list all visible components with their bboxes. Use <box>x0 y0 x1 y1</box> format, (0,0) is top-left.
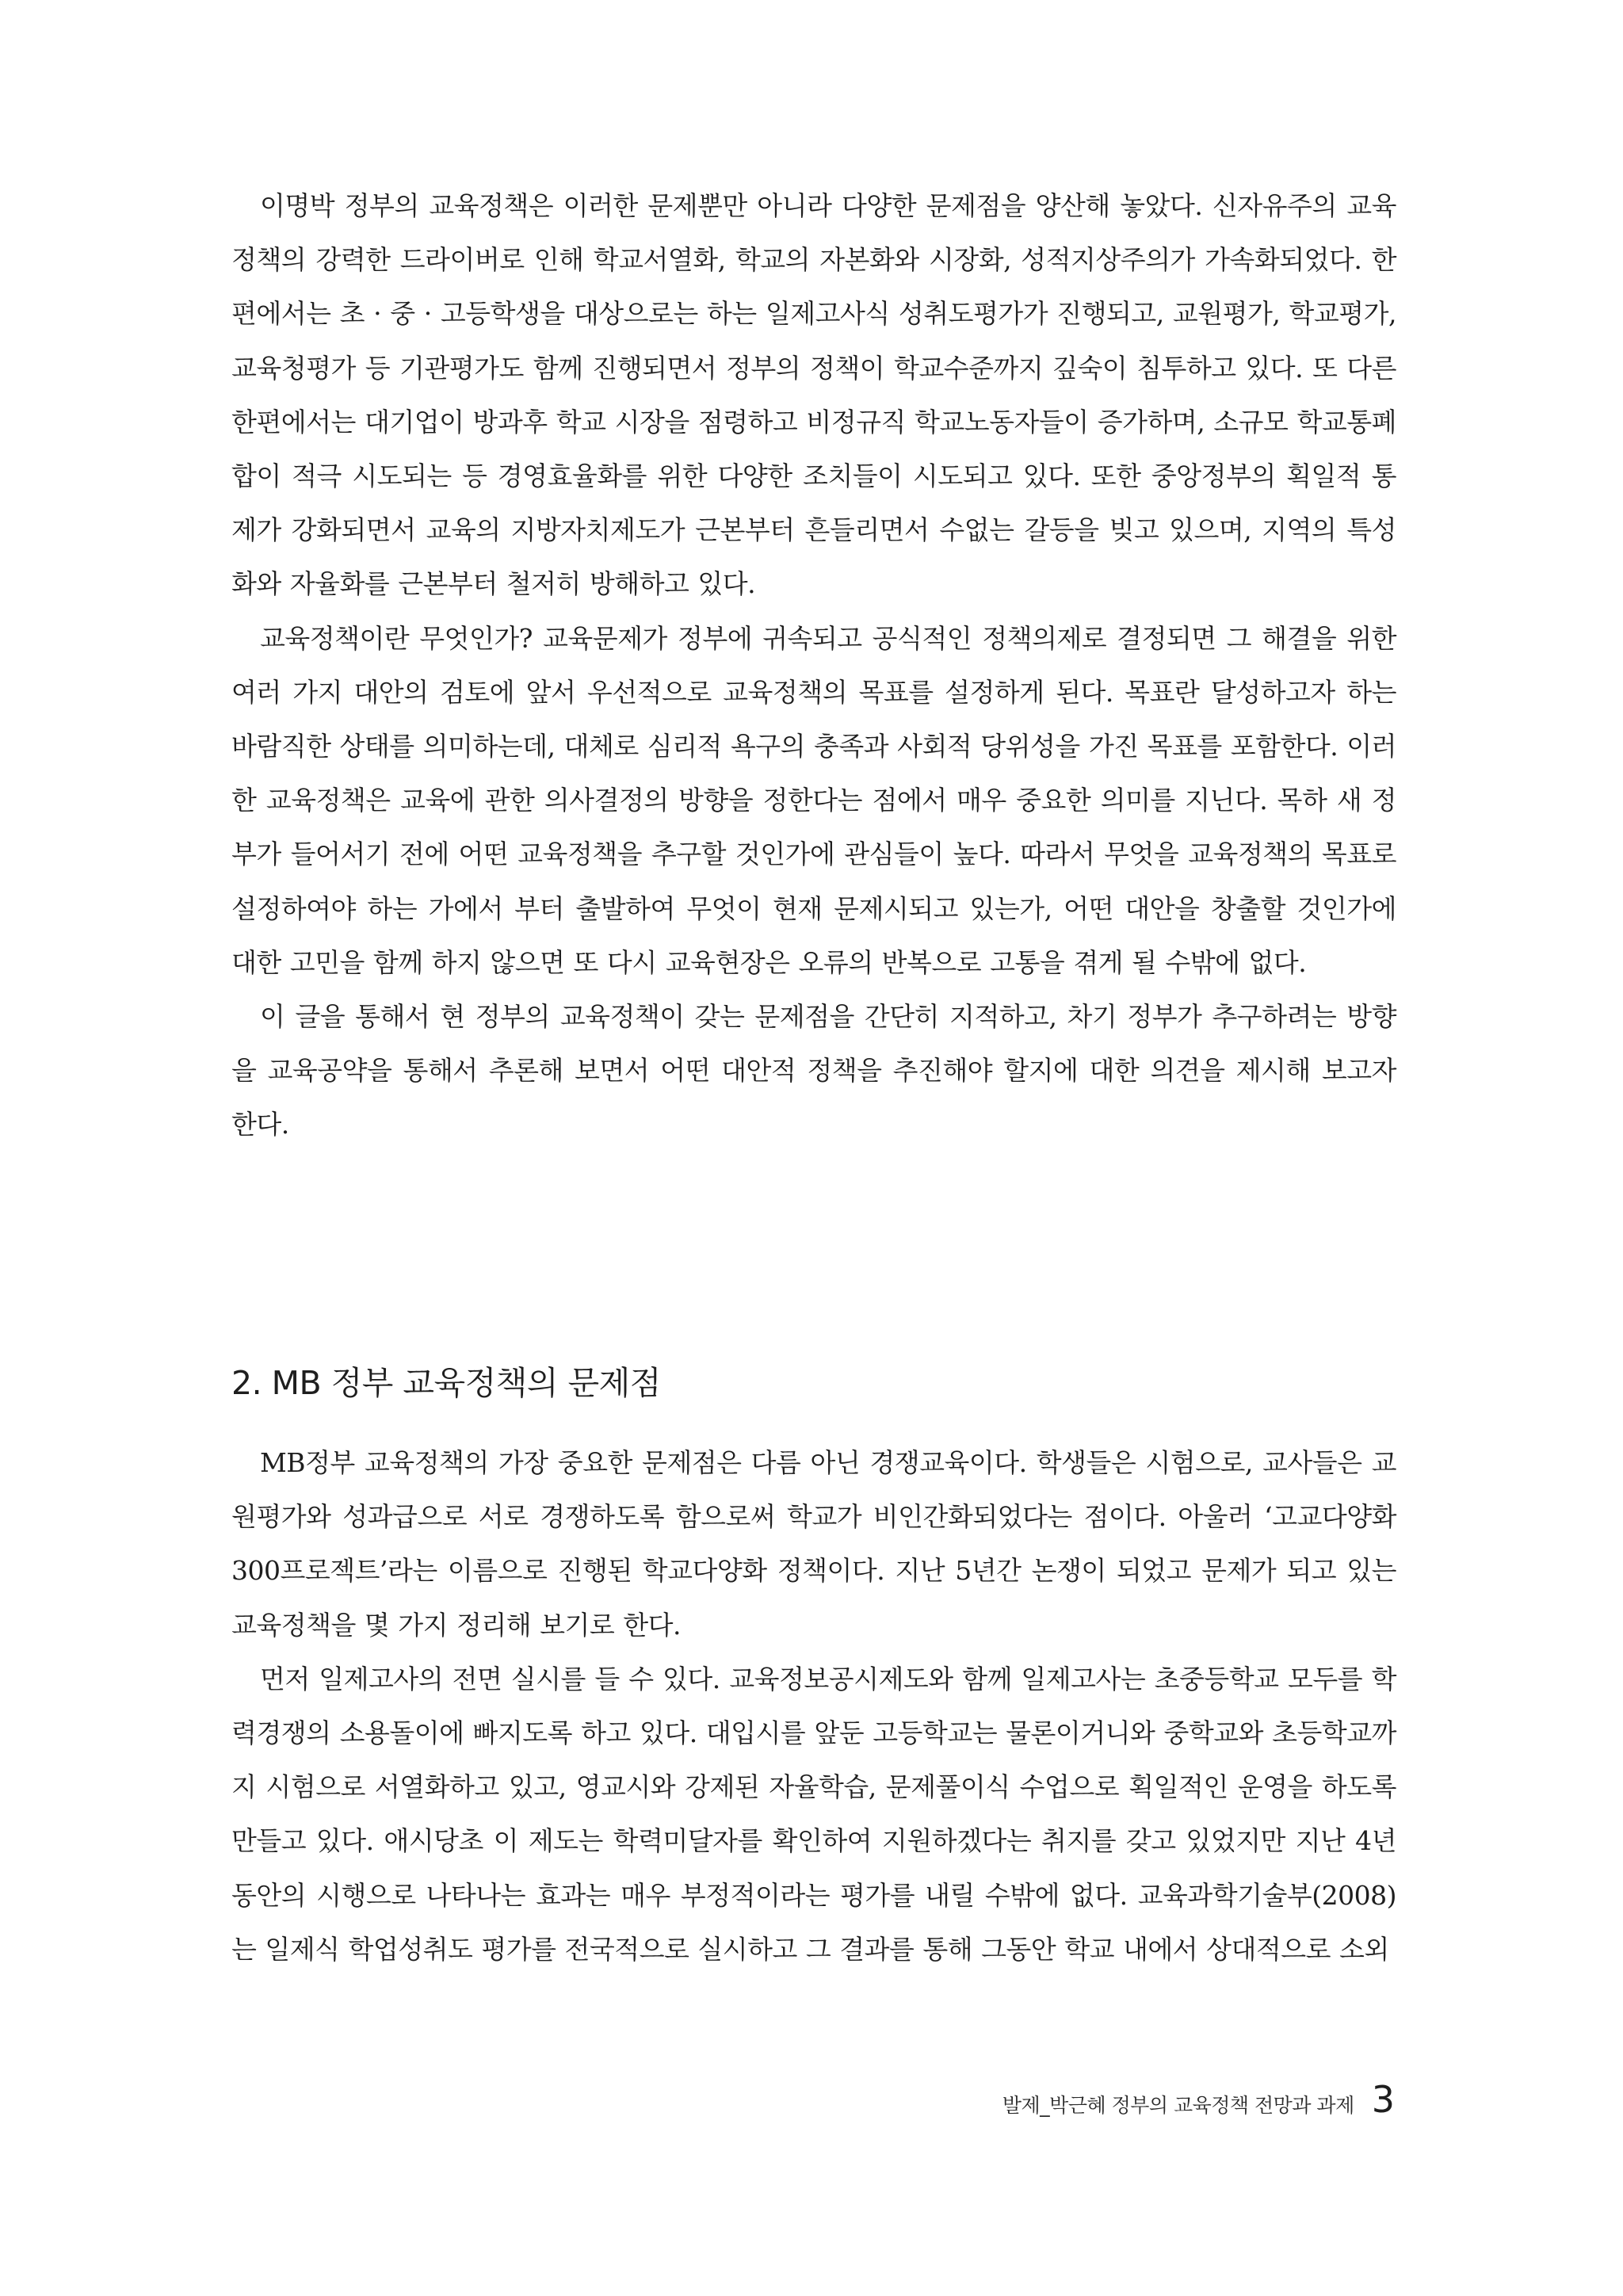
page-footer <box>1002 2078 1395 2121</box>
section-heading: 2. MB 정부 교육정책의 문제점 <box>231 1364 661 1402</box>
intro-paragraph-2: 교육정책이란 무엇인가? 교육문제가 정부에 귀속되고 공식적인 정책의제로 결정되면 그 해결을 위한 여러 가지 대안의 검토에 앞서 우선적으로 교육정책의 목표를 설정하게 된다. 목표란 달성하고자 하는 바람직한 상태를 의미하는데, 대체로 심리적 욕구의 충족과 사회적 당위성을 가진 목표를 포함한다. 이러한 교육정책은 교육에 관한 의사결정의 방향을 정한다는 점에서 매우 중요한 의미를 지닌다. 목하 새 정부가 들어서기 전에 어떤 교육정책을 추구할 것인가에 관심들이 높다. 따라서 무엇을 교육정책의 목표로 설정하여야 하는 가에서 부터 출발하여 무엇이 현재 문제시되고 있는가, 어떤 대안을 창출할 것인가에 대한 고민을 함께 하지 않으면 또 다시 교육현장은 오류의 반복으로 고통을 겪게 될 수밖에 없다. <box>231 622 1396 978</box>
mb-paragraph-1: MB정부 교육정책의 가장 중요한 문제점은 다름 아닌 경쟁교육이다. 학생들은 시험으로, 교사들은 교원평가와 성과급으로 서로 경쟁하도록 함으로써 학교가 비인간화되었다는 점이다. 아울러 ‘고교다양화300프로젝트’라는 이름으로 진행된 학교다양화 정책이다. 지난 5년간 논쟁이 되었고 문제가 되고 있는 교육정책을 몇 가지 정리해 보기로 한다. <box>231 1447 1396 1641</box>
page-number: 3 <box>1371 2078 1395 2121</box>
running-title: 발제_박근혜 정부의 교육정책 전망과 과제 <box>1002 2094 1354 2117</box>
intro-paragraph-1: 이명박 정부의 교육정책은 이러한 문제뿐만 아니라 다양한 문제점을 양산해 놓았다. 신자유주의 교육정책의 강력한 드라이버로 인해 학교서열화, 학교의 자본화와 시장화, 성적지상주의가 가속화되었다. 한편에서는 초 · 중 · 고등학생을 대상으로는 하는 일제고사식 성취도평가가 진행되고, 교원평가, 학교평가, 교육청평가 등 기관평가도 함께 진행되면서 정부의 정책이 학교수준까지 깊숙이 침투하고 있다. 또 다른 한편에서는 대기업이 방과후 학교 시장을 점령하고 비정규직 학교노동자들이 증가하며, 소규모 학교통폐합이 적극 시도되는 등 경영효율화를 위한 다양한 조치들이 시도되고 있다. 또한 중앙정부의 획일적 통제가 강화되면서 교육의 지방자치제도가 근본부터 흔들리면서 수없는 갈등을 빚고 있으며, 지역의 특성화와 자율화를 근본부터 철저히 방해하고 있다. <box>231 190 1396 600</box>
mb-paragraph-2: 먼저 일제고사의 전면 실시를 들 수 있다. 교육정보공시제도와 함께 일제고사는 초중등학교 모두를 학력경쟁의 소용돌이에 빠지도록 하고 있다. 대입시를 앞둔 고등학교는 물론이거니와 중학교와 초등학교까지 시험으로 서열화하고 있고, 영교시와 강제된 자율학습, 문제풀이식 수업으로 획일적인 운영을 하도록 만들고 있다. 애시당초 이 제도는 학력미달자를 확인하여 지원하겠다는 취지를 갖고 있었지만 지난 4년 동안의 시행으로 나타나는 효과는 매우 부정적이라는 평가를 내릴 수밖에 없다. 교육과학기술부(2008)는 일제식 학업성취도 평가를 전국적으로 실시하고 그 결과를 통해 그동안 학교 내에서 상대적으로 소외 <box>231 1663 1396 1965</box>
mb-policy-section <box>231 1436 1396 1977</box>
intro-paragraph-3: 이 글을 통해서 현 정부의 교육정책이 갖는 문제점을 간단히 지적하고, 차기 정부가 추구하려는 방향을 교육공약을 통해서 추론해 보면서 어떤 대안적 정책을 추진해야 할지에 대한 의견을 제시해 보고자 한다. <box>231 1001 1396 1140</box>
intro-section <box>231 179 1396 1152</box>
